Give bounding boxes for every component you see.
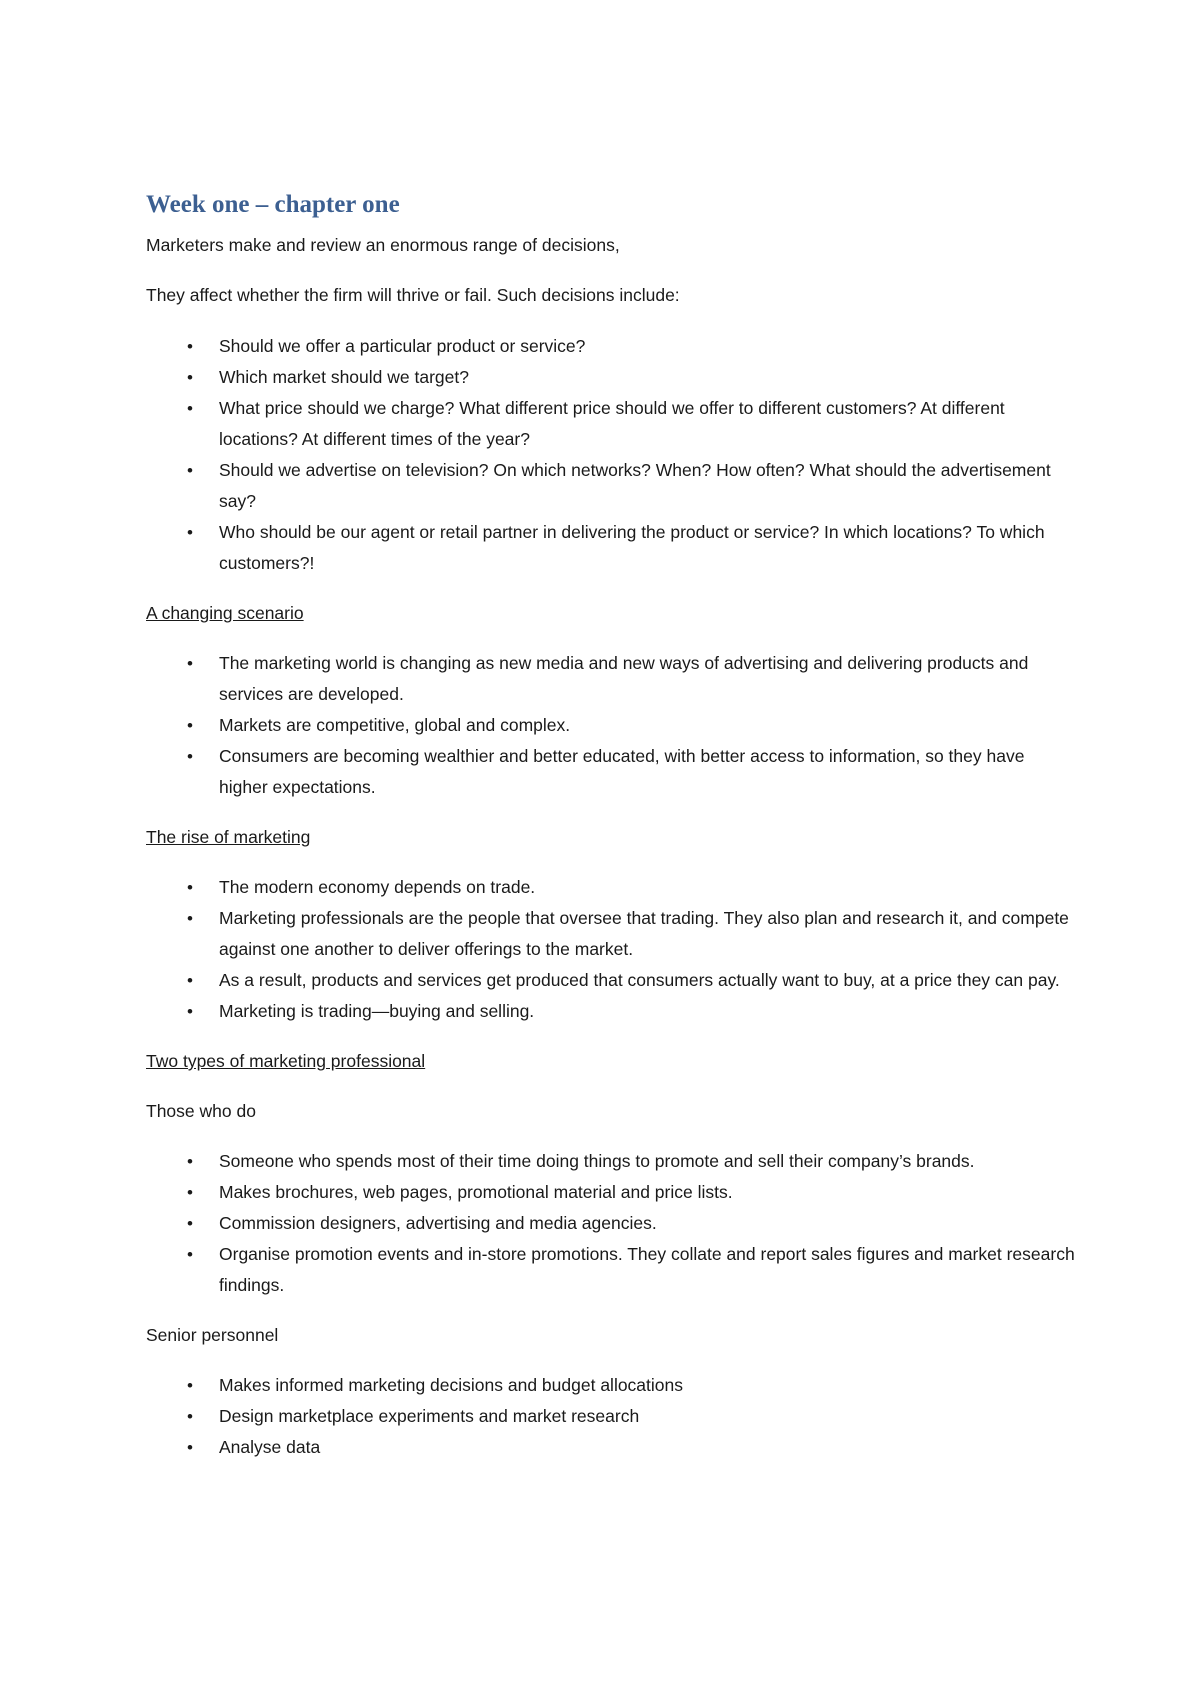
list-item-text: The modern economy depends on trade.	[219, 877, 536, 897]
bullet-icon: •	[187, 716, 193, 735]
section-heading-changing-scenario: A changing scenario	[146, 603, 304, 623]
list-item-text: Marketing is trading—buying and selling.	[219, 1001, 535, 1021]
intro-paragraph-1: Marketers make and review an enormous range of decisions,	[146, 235, 620, 255]
list-item-text: Makes brochures, web pages, promotional material and price lists.	[219, 1182, 733, 1202]
list-item-text: Design marketplace experiments and market research	[219, 1406, 640, 1426]
bullet-icon: •	[187, 399, 193, 418]
bullet-icon: •	[187, 337, 193, 356]
list-item-text: Which market should we target?	[219, 367, 469, 387]
bullet-icon: •	[187, 1214, 193, 1233]
list-item	[146, 1239, 1076, 1301]
bullet-icon: •	[187, 1245, 193, 1264]
list-item-text: Commission designers, advertising and media agencies.	[219, 1213, 657, 1233]
bullet-icon: •	[187, 1407, 193, 1426]
list-item	[146, 393, 1076, 455]
list-item-text: Who should be our agent or retail partner in delivering the product or service? In which locations? To which customers?!	[219, 522, 1045, 573]
bullet-icon: •	[187, 1152, 193, 1171]
bullet-icon: •	[187, 1438, 193, 1457]
list-item-text: Consumers are becoming wealthier and better educated, with better access to information, so they have higher expectations.	[219, 746, 1025, 797]
list-item-text: Organise promotion events and in-store promotions. They collate and report sales figures and market research findings.	[219, 1244, 1075, 1295]
bullet-icon: •	[187, 1002, 193, 1021]
list-item-text: Someone who spends most of their time doing things to promote and sell their company’s brands.	[219, 1151, 975, 1171]
subheading-senior-personnel: Senior personnel	[146, 1325, 279, 1345]
list-item	[146, 362, 1076, 393]
list-item-text: What price should we charge? What different price should we offer to different customers? At different locations? At different times of the year?	[219, 398, 1005, 449]
bullet-icon: •	[187, 1376, 193, 1395]
list-item	[146, 331, 1076, 362]
list-item	[146, 965, 1076, 996]
list-item	[146, 903, 1076, 965]
list-item-text: Analyse data	[219, 1437, 321, 1457]
list-item	[146, 455, 1076, 517]
list-item-text: Makes informed marketing decisions and budget allocations	[219, 1375, 684, 1395]
list-item-text: Marketing professionals are the people that oversee that trading. They also plan and research it, and compete against one another to deliver offerings to the market.	[219, 908, 1069, 959]
bullet-icon: •	[187, 461, 193, 480]
bullet-icon: •	[187, 1183, 193, 1202]
bullet-icon: •	[187, 971, 193, 990]
changing-scenario-list	[146, 648, 1076, 803]
bullet-icon: •	[187, 909, 193, 928]
list-item	[146, 1432, 1076, 1463]
list-item	[146, 710, 1076, 741]
list-item	[146, 872, 1076, 903]
bullet-icon: •	[187, 747, 193, 766]
list-item	[146, 1370, 1076, 1401]
subheading-those-who-do: Those who do	[146, 1101, 256, 1121]
decisions-list	[146, 331, 1076, 579]
bullet-icon: •	[187, 654, 193, 673]
section-heading-two-types: Two types of marketing professional	[146, 1051, 426, 1071]
list-item	[146, 648, 1076, 710]
list-item-text: The marketing world is changing as new media and new ways of advertising and delivering products and services are developed.	[219, 653, 1029, 704]
list-item-text: As a result, products and services get produced that consumers actually want to buy, at a price they can pay.	[219, 970, 1060, 990]
list-item	[146, 517, 1076, 579]
document-title: Week one – chapter one	[146, 191, 400, 218]
those-who-do-list	[146, 1146, 1076, 1301]
list-item	[146, 1177, 1076, 1208]
list-item	[146, 1208, 1076, 1239]
section-heading-rise-of-marketing: The rise of marketing	[146, 827, 311, 847]
list-item	[146, 741, 1076, 803]
bullet-icon: •	[187, 368, 193, 387]
list-item-text: Markets are competitive, global and complex.	[219, 715, 571, 735]
list-item	[146, 1146, 1076, 1177]
bullet-icon: •	[187, 523, 193, 542]
list-item	[146, 1401, 1076, 1432]
rise-of-marketing-list	[146, 872, 1076, 1027]
list-item-text: Should we offer a particular product or service?	[219, 336, 586, 356]
list-item-text: Should we advertise on television? On which networks? When? How often? What should the advertisement say?	[219, 460, 1051, 511]
intro-paragraph-2: They affect whether the firm will thrive or fail. Such decisions include:	[146, 285, 680, 305]
bullet-icon: •	[187, 878, 193, 897]
senior-personnel-list	[146, 1370, 1076, 1463]
list-item	[146, 996, 1076, 1027]
document-page	[146, 190, 1076, 1482]
